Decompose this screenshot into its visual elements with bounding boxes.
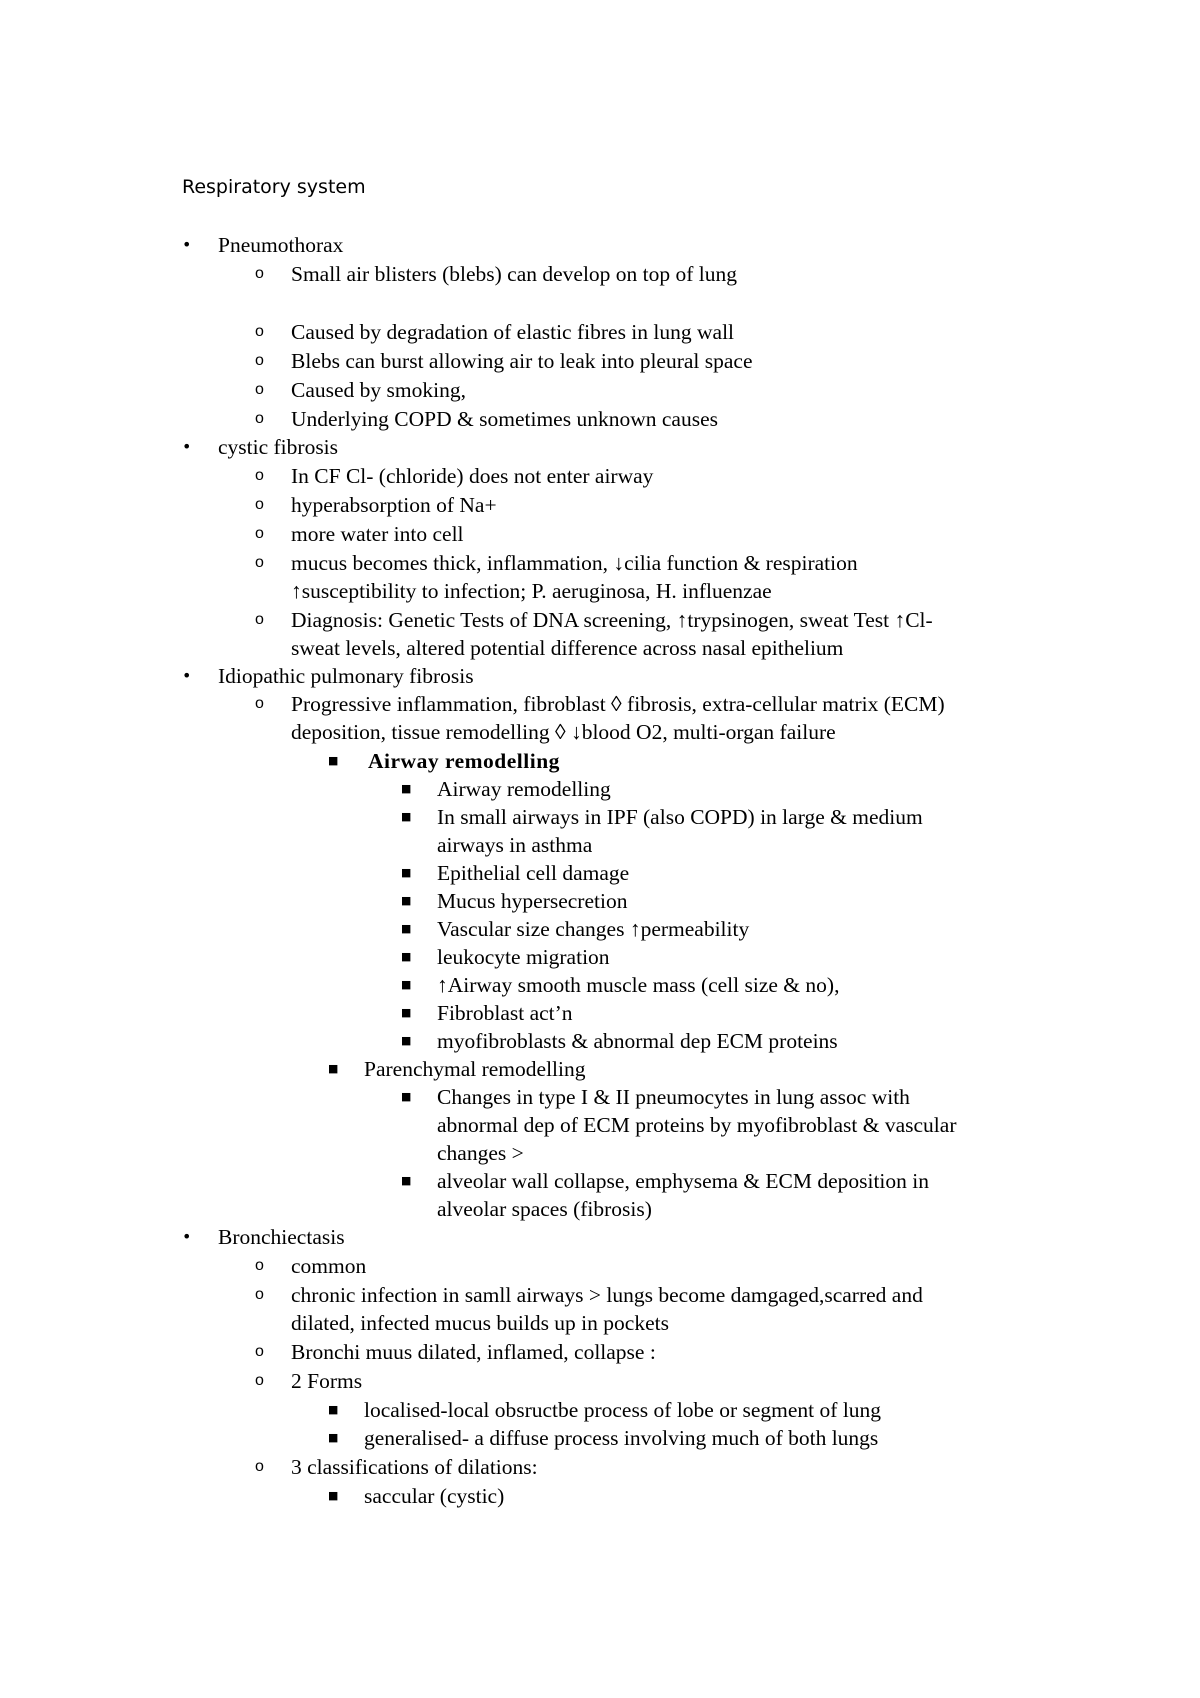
square-bullet-icon: ■ [401,782,412,795]
square-bullet-icon: ■ [401,978,412,991]
list-item: localised-local obsructbe process of lobe or segment of lung [364,1398,882,1422]
list-item: Caused by degradation of elastic fibres in lung wall [291,320,735,344]
list-item: Fibroblast act’n [437,1001,573,1025]
list-item: 3 classifications of dilations: [291,1455,538,1479]
bullet-icon: • [182,437,192,456]
circle-bullet-icon: o [255,1286,264,1303]
list-item: Pneumothorax [218,233,344,257]
list-item: mucus becomes thick, inflammation, ↓cilia function & respiration [291,551,858,575]
square-bullet-icon: ■ [328,1431,339,1444]
square-bullet-icon: ■ [401,1006,412,1019]
circle-bullet-icon: o [255,265,264,282]
square-bullet-icon: ■ [401,950,412,963]
circle-bullet-icon: o [255,554,264,571]
square-bullet-icon: ■ [401,1090,412,1103]
list-item-continuation: deposition, tissue remodelling ◊ ↓blood O2, multi-organ failure [291,720,836,744]
list-item: Small air blisters (blebs) can develop on top of lung [291,262,738,286]
list-item-continuation: airways in asthma [437,833,593,857]
list-item: In CF Cl- (chloride) does not enter airway [291,464,654,488]
square-bullet-icon: ■ [401,894,412,907]
bullet-icon: • [182,235,192,254]
list-item: Airway remodelling [437,777,611,801]
square-bullet-icon: ■ [401,810,412,823]
square-bullet-icon: ■ [328,1062,339,1075]
list-item-continuation: ↑susceptibility to infection; P. aeruginosa, H. influenzae [291,579,772,603]
list-item: leukocyte migration [437,945,610,969]
list-item: Progressive inflammation, fibroblast ◊ fibrosis, extra-cellular matrix (ECM) [291,692,945,716]
circle-bullet-icon: o [255,323,264,340]
list-item-continuation: sweat levels, altered potential difference across nasal epithelium [291,636,844,660]
list-item: Bronchi muus dilated, inflamed, collapse : [291,1340,656,1364]
list-item: chronic infection in samll airways > lungs become damgaged,scarred and [291,1283,923,1307]
list-item: alveolar wall collapse, emphysema & ECM deposition in [437,1169,930,1193]
square-bullet-icon: ■ [401,922,412,935]
circle-bullet-icon: o [255,525,264,542]
square-bullet-icon: ■ [401,1034,412,1047]
list-item-continuation: abnormal dep of ECM proteins by myofibroblast & vascular [437,1113,957,1137]
circle-bullet-icon: o [255,496,264,513]
list-item: Idiopathic pulmonary fibrosis [218,664,474,688]
list-item-continuation: alveolar spaces (fibrosis) [437,1197,652,1221]
list-item: Parenchymal remodelling [364,1057,586,1081]
list-item: Underlying COPD & sometimes unknown causes [291,407,718,431]
list-item: Changes in type I & II pneumocytes in lung assoc with [437,1085,910,1109]
page-title: Respiratory system [182,176,366,198]
circle-bullet-icon: o [255,695,264,712]
list-item: hyperabsorption of Na+ [291,493,497,517]
square-bullet-icon: ■ [328,754,339,767]
list-item-continuation: dilated, infected mucus builds up in pockets [291,1311,669,1335]
list-item: Bronchiectasis [218,1225,345,1249]
circle-bullet-icon: o [255,611,264,628]
square-bullet-icon: ■ [401,866,412,879]
list-item: myofibroblasts & abnormal dep ECM proteins [437,1029,838,1053]
bullet-icon: • [182,666,192,685]
list-item: Blebs can burst allowing air to leak into pleural space [291,349,753,373]
list-item: Vascular size changes ↑permeability [437,917,750,941]
list-item: generalised- a diffuse process involving much of both lungs [364,1426,879,1450]
circle-bullet-icon: o [255,1458,264,1475]
circle-bullet-icon: o [255,1257,264,1274]
circle-bullet-icon: o [255,352,264,369]
list-item: Mucus hypersecretion [437,889,628,913]
subheading: Airway remodelling [368,749,560,773]
list-item: Diagnosis: Genetic Tests of DNA screening, ↑trypsinogen, sweat Test ↑Cl- [291,608,933,632]
list-item: In small airways in IPF (also COPD) in large & medium [437,805,923,829]
list-item: saccular (cystic) [364,1484,505,1508]
circle-bullet-icon: o [255,1372,264,1389]
list-item: Caused by smoking, [291,378,466,402]
list-item: more water into cell [291,522,464,546]
list-item: Epithelial cell damage [437,861,630,885]
circle-bullet-icon: o [255,381,264,398]
circle-bullet-icon: o [255,1343,264,1360]
list-item: common [291,1254,367,1278]
square-bullet-icon: ■ [401,1174,412,1187]
list-item: ↑Airway smooth muscle mass (cell size & no), [437,973,840,997]
list-item: cystic fibrosis [218,435,339,459]
bullet-icon: • [182,1227,192,1246]
square-bullet-icon: ■ [328,1403,339,1416]
list-item: 2 Forms [291,1369,363,1393]
circle-bullet-icon: o [255,467,264,484]
square-bullet-icon: ■ [328,1489,339,1502]
circle-bullet-icon: o [255,410,264,427]
list-item-continuation: changes > [437,1141,524,1165]
